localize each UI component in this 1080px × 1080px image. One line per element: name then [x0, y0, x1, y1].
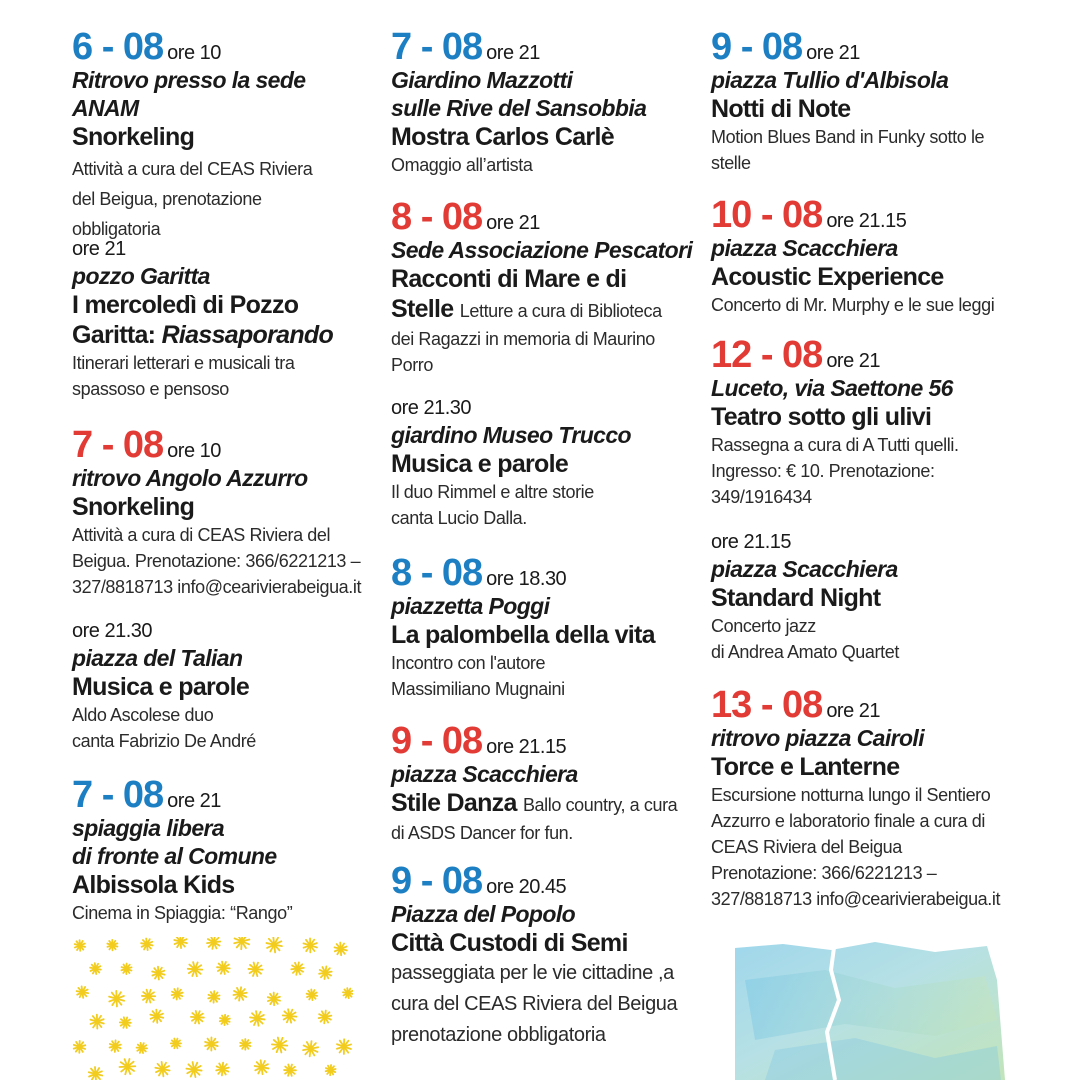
event-desc-line: cura del CEAS Riviera del Beigua	[391, 993, 678, 1015]
event-time: ore 21	[486, 212, 540, 234]
star-shape	[108, 1039, 123, 1054]
event-title: La palombella della vita	[391, 621, 655, 649]
event-card	[391, 862, 696, 1051]
event-time: ore 21.15	[711, 531, 792, 553]
date-line	[711, 196, 1021, 234]
star-shape	[169, 1036, 183, 1050]
event-desc-line: Massimiliano Mugnaini	[391, 679, 565, 699]
event-title: Stile Danza	[391, 789, 517, 817]
event-title: Torce e Lanterne	[711, 753, 900, 781]
event-venue: piazza Scacchiera	[711, 556, 898, 582]
event-time: ore 21	[167, 790, 221, 812]
event-venue-line-2: sulle Rive del Sansobbia	[391, 95, 647, 121]
event-title: Albissola Kids	[72, 871, 235, 899]
star-shape	[289, 960, 306, 977]
date-line	[391, 722, 696, 760]
event-title: Città Custodi di Semi	[391, 929, 628, 957]
event-time: ore 21	[486, 42, 540, 64]
star-shape	[284, 1064, 296, 1076]
star-shape	[301, 1039, 321, 1059]
star-shape	[142, 990, 156, 1003]
star-shape	[265, 937, 283, 953]
event-desc-line: stelle	[711, 153, 751, 173]
star-shape	[170, 987, 185, 1001]
event-card	[711, 686, 1021, 912]
event-desc-line: di ASDS Dancer for fun.	[391, 823, 573, 843]
event-desc-line: Incontro con l'autore	[391, 653, 546, 673]
star-shape	[282, 1009, 297, 1023]
event-card	[72, 618, 372, 754]
event-time: ore 10	[167, 42, 221, 64]
event-venue: spiaggia libera	[72, 815, 225, 841]
event-card	[72, 426, 372, 600]
star-shape	[317, 1009, 334, 1026]
event-desc-line: Ingresso: € 10. Prenotazione:	[711, 461, 935, 481]
event-desc-line: di Andrea Amato Quartet	[711, 642, 899, 662]
star-shape	[120, 1017, 131, 1028]
star-shape	[218, 1013, 231, 1026]
event-card	[711, 196, 1021, 318]
event-desc-line: Escursione notturna lungo il Sentiero	[711, 785, 991, 805]
star-shape	[231, 985, 249, 1003]
star-shape	[269, 1034, 290, 1055]
event-card	[391, 722, 696, 846]
event-venue: ritrovo Angolo Azzurro	[72, 465, 308, 491]
event-date: 9 - 08	[391, 720, 483, 762]
event-date: 12 - 08	[711, 334, 823, 376]
event-title: Snorkeling	[72, 493, 195, 521]
event-venue: giardino Museo Trucco	[391, 422, 632, 448]
event-desc-line: Prenotazione: 366/6221213 –	[711, 863, 937, 883]
event-title-line	[391, 788, 696, 820]
star-shape	[73, 939, 86, 952]
event-card	[72, 236, 372, 402]
event-venue: ritrovo piazza Cairoli	[711, 725, 925, 751]
event-desc-line: spassoso e pensoso	[72, 379, 229, 399]
event-desc-line: Motion Blues Band in Funky sotto le	[711, 127, 985, 147]
event-card	[711, 28, 1021, 176]
date-line	[711, 28, 1021, 66]
event-time: ore 21.15	[826, 210, 907, 232]
event-inline-desc: Letture a cura di Biblioteca	[459, 301, 662, 321]
date-line	[72, 28, 372, 66]
star-shape	[191, 1011, 205, 1024]
event-venue: Luceto, via Saettone 56	[711, 375, 953, 401]
event-title-italic: Riassaporando	[161, 321, 334, 349]
event-date: 13 - 08	[711, 684, 823, 726]
event-desc-line: obbligatoria	[72, 219, 161, 239]
event-time: ore 20.45	[486, 876, 567, 898]
star-shape	[106, 988, 127, 1009]
event-card	[391, 554, 696, 702]
event-venue: piazza Scacchiera	[711, 235, 898, 261]
date-line	[391, 198, 696, 236]
star-shape	[86, 1064, 105, 1080]
event-time: ore 10	[167, 440, 221, 462]
star-shape	[246, 960, 265, 979]
star-shape	[324, 1064, 337, 1077]
date-line	[391, 862, 696, 900]
event-desc-line: Aldo Ascolese duo	[72, 705, 214, 725]
event-desc-line: Cinema in Spiaggia: “Rango”	[72, 903, 293, 923]
star-shape	[214, 1060, 231, 1077]
event-venue: piazzetta Poggi	[391, 593, 550, 619]
event-title: Mostra Carlos Carlè	[391, 123, 614, 151]
event-venue: piazza Tullio d'Albisola	[711, 67, 949, 93]
event-title: Teatro sotto gli ulivi	[711, 403, 932, 431]
star-shape	[238, 1037, 253, 1052]
star-shape	[153, 1059, 173, 1079]
event-card	[711, 529, 1021, 665]
star-shape	[151, 966, 166, 981]
event-time: ore 21.15	[486, 736, 567, 758]
date-line	[711, 336, 1021, 374]
event-title: Musica e parole	[391, 450, 569, 478]
event-desc-line: passeggiata per le vie cittadine ,a	[391, 962, 674, 984]
event-title-part: Stelle	[391, 295, 454, 323]
star-shape	[71, 1039, 87, 1055]
event-date: 7 - 08	[72, 774, 164, 816]
star-shape	[202, 1035, 220, 1053]
star-shape	[265, 990, 282, 1007]
event-time: ore 21	[826, 350, 881, 372]
star-shape	[183, 1059, 204, 1080]
event-title: Racconti di Mare e di	[391, 265, 627, 293]
event-desc-line: del Beigua, prenotazione	[72, 189, 262, 209]
event-card	[711, 336, 1021, 510]
event-time: ore 18.30	[486, 568, 567, 590]
event-date: 6 - 08	[72, 26, 164, 68]
event-title: Notti di Note	[711, 95, 851, 123]
event-date: 8 - 08	[391, 196, 483, 238]
date-line	[391, 554, 696, 592]
event-venue: piazza Scacchiera	[391, 761, 578, 787]
event-date: 7 - 08	[72, 424, 164, 466]
star-shape	[88, 1012, 107, 1031]
event-venue: Sede Associazione Pescatori	[391, 237, 693, 263]
star-shape	[217, 961, 231, 974]
event-venue-line-2: di fronte al Comune	[72, 843, 277, 869]
event-desc-line: Rassegna a cura di A Tutti quelli.	[711, 435, 959, 455]
star-shape	[74, 984, 90, 1000]
star-shape	[334, 1037, 353, 1057]
event-desc-line: 327/8818713 info@cearivierabeigua.it	[72, 577, 362, 597]
star-shape	[105, 938, 119, 952]
event-date: 8 - 08	[391, 552, 483, 594]
event-time: ore 21	[826, 700, 881, 722]
event-title-line-2	[72, 320, 372, 350]
event-desc-line: Attività a cura del CEAS Riviera	[72, 159, 313, 179]
event-card	[391, 395, 696, 531]
event-desc-line: Omaggio all’artista	[391, 155, 533, 175]
event-desc-line: dei Ragazzi in memoria di Maurino	[391, 329, 655, 349]
star-shape	[342, 988, 353, 999]
star-shape	[249, 1010, 266, 1026]
event-title: Acoustic Experience	[711, 263, 944, 291]
event-venue: Piazza del Popolo	[391, 901, 576, 927]
event-card	[72, 28, 372, 242]
watercolor-decoration	[735, 940, 1005, 1080]
event-desc-line: Il duo Rimmel e altre storie	[391, 482, 594, 502]
star-shape	[333, 942, 348, 957]
event-desc-line: Itinerari letterari e musicali tra	[72, 353, 295, 373]
star-shape	[206, 989, 222, 1005]
event-desc-line: 349/1916434	[711, 487, 812, 507]
event-date: 9 - 08	[391, 860, 483, 902]
event-desc-line: Attività a cura di CEAS Riviera del	[72, 525, 331, 545]
event-card	[391, 28, 696, 178]
event-desc-line: Concerto jazz	[711, 616, 816, 636]
star-shape	[304, 987, 319, 1002]
event-desc-line: canta Lucio Dalla.	[391, 508, 527, 528]
event-card	[391, 198, 696, 378]
star-shape	[136, 1043, 147, 1054]
yellow-stars-pattern	[70, 937, 353, 1080]
event-date: 9 - 08	[711, 26, 803, 68]
event-venue: pozzo Garitta	[72, 263, 210, 289]
event-venue: Ritrovo presso la sede ANAM	[72, 67, 306, 121]
event-date: 10 - 08	[711, 194, 823, 236]
star-shape	[302, 937, 319, 954]
date-line	[72, 776, 372, 814]
event-desc-line: prenotazione obbligatoria	[391, 1024, 606, 1046]
date-line	[72, 426, 372, 464]
event-venue: Giardino Mazzotti	[391, 67, 573, 93]
star-shape	[231, 937, 252, 952]
event-date: 7 - 08	[391, 26, 483, 68]
event-venue: piazza del Talian	[72, 645, 243, 671]
star-shape	[173, 937, 189, 949]
event-desc-line: canta Fabrizio De André	[72, 731, 256, 751]
event-inline-desc: Ballo country, a cura	[522, 795, 678, 815]
star-shape	[117, 1056, 139, 1077]
star-shape	[185, 959, 205, 979]
event-title: I mercoledì di Pozzo	[72, 291, 299, 319]
star-shape	[148, 1007, 166, 1025]
event-time: ore 21.30	[391, 397, 472, 419]
event-card	[72, 776, 372, 926]
event-desc-line: Azzurro e laboratorio finale a cura di	[711, 811, 985, 831]
event-title: Standard Night	[711, 584, 881, 612]
star-shape	[139, 937, 155, 952]
event-title-part: Garitta:	[72, 321, 156, 349]
date-line	[391, 28, 696, 66]
star-shape	[254, 1059, 270, 1075]
date-line	[711, 686, 1021, 724]
event-title: Snorkeling	[72, 123, 195, 151]
event-time: ore 21	[72, 238, 126, 260]
event-desc-line: Porro	[391, 355, 434, 375]
event-time: ore 21.30	[72, 620, 153, 642]
star-shape	[205, 937, 223, 951]
star-shape	[119, 962, 133, 976]
star-shape	[317, 964, 334, 980]
event-title-line-2	[391, 294, 696, 326]
event-desc-line: Beigua. Prenotazione: 366/6221213 –	[72, 551, 361, 571]
event-title: Musica e parole	[72, 673, 250, 701]
star-shape	[88, 961, 103, 976]
event-desc-line: 327/8818713 info@cearivierabeigua.it	[711, 889, 1001, 909]
event-desc-line: Concerto di Mr. Murphy e le sue leggi	[711, 295, 995, 315]
event-time: ore 21	[806, 42, 860, 64]
event-desc-line: CEAS Riviera del Beigua	[711, 837, 902, 857]
